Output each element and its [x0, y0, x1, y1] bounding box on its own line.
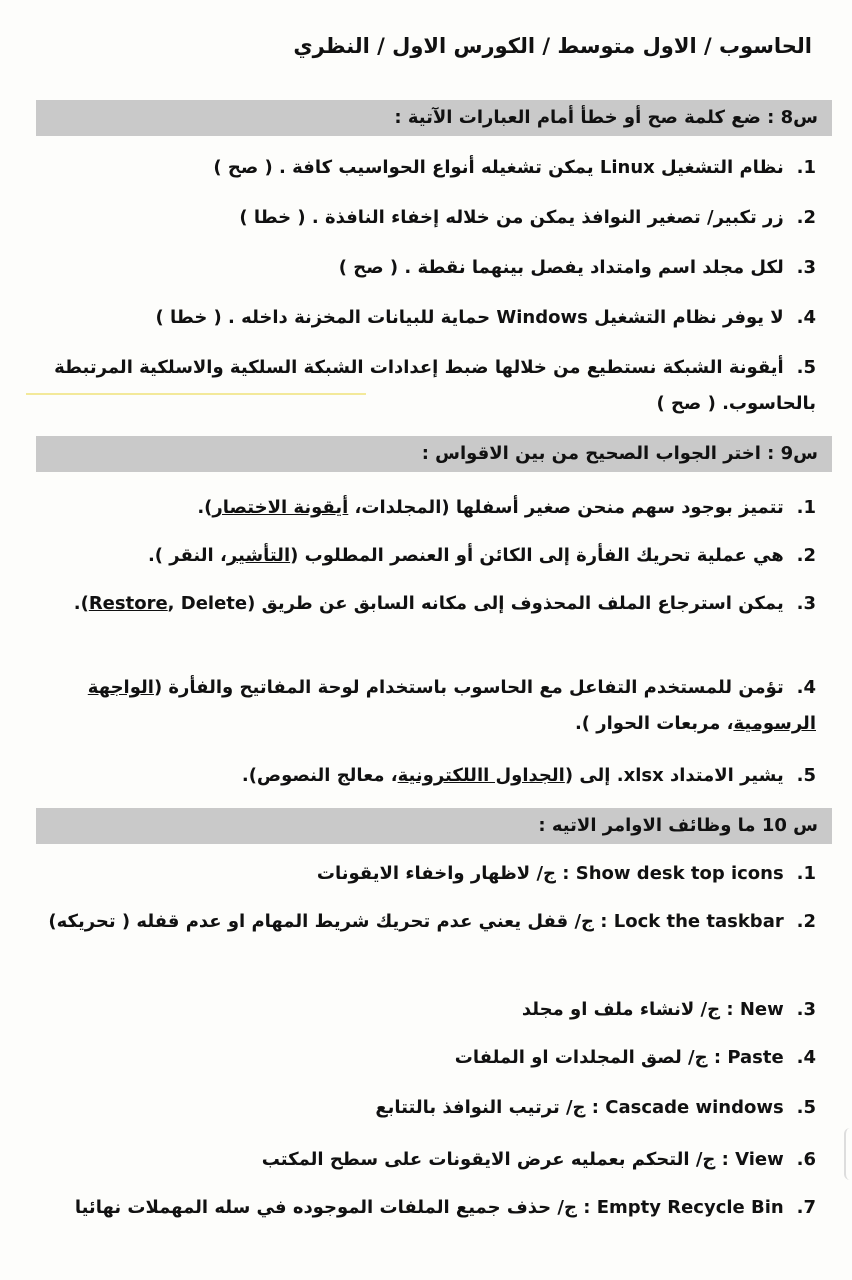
q8-item-1 — [40, 148, 816, 188]
q10-item-4 — [40, 1038, 816, 1078]
q10-item-2 — [40, 904, 816, 940]
item-text-end: , Delete). — [73, 593, 248, 614]
item-answer: الجداول االلكترونية — [397, 765, 565, 786]
item-text: Paste : ج/ لصق المجلدات او الملفات — [454, 1047, 784, 1068]
q10-item-5 — [40, 1088, 816, 1128]
q8-item-3 — [40, 248, 816, 288]
item-number: 3. — [796, 999, 816, 1020]
q10-item-6 — [40, 1140, 816, 1180]
item-text-end: ، معالج النصوص). — [241, 765, 398, 786]
q8-title-bar: س8 : ضع كلمة صح أو خطأ أمام العبارات الآتية : — [36, 100, 832, 136]
q9-item-3 — [40, 586, 816, 622]
item-number: 4. — [796, 1047, 816, 1068]
q10-item-7 — [40, 1190, 816, 1226]
q9-item-4 — [40, 670, 816, 742]
item-text: Cascade windows : ج/ ترتيب النوافذ بالتتابع — [375, 1097, 784, 1118]
highlight-stroke — [26, 393, 366, 395]
item-number: 1. — [796, 497, 816, 518]
item-text: أيقونة الشبكة نستطيع من خلالها ضبط إعدادات الشبكة السلكية والاسلكية المرتبطة بالحاسوب. ( صح ) — [54, 357, 816, 414]
item-number: 3. — [796, 593, 816, 614]
item-text-end: ). — [197, 497, 213, 518]
item-text: Show desk top icons : ج/ لاظهار واخفاء الايقونات — [316, 863, 784, 884]
item-number: 5. — [796, 1097, 816, 1118]
item-number: 2. — [796, 207, 816, 228]
q9-item-2 — [40, 536, 816, 576]
item-text-end: ، النقر ). — [147, 545, 227, 566]
item-number: 7. — [796, 1197, 816, 1218]
item-text: لا يوفر نظام التشغيل Windows حماية للبيانات المخزنة داخله . ( خطا ) — [155, 307, 784, 328]
item-answer: الواجهة الرسومية — [87, 677, 816, 734]
item-number: 1. — [796, 157, 816, 178]
item-answer: Restore — [88, 593, 168, 614]
q10-item-3 — [40, 990, 816, 1030]
item-text: تؤمن للمستخدم التفاعل مع الحاسوب باستخدام لوحة المفاتيح والفأرة ( — [153, 677, 784, 698]
item-number: 4. — [796, 307, 816, 328]
item-text: View : ج/ التحكم بعمليه عرض الايقونات على سطح المكتب — [261, 1149, 784, 1170]
item-text: لكل مجلد اسم وامتداد يفصل بينهما نقطة . ( صح ) — [338, 257, 784, 278]
item-text: يمكن استرجاع الملف المحذوف إلى مكانه السابق عن طريق ( — [247, 593, 784, 614]
item-text: نظام التشغيل Linux يمكن تشغيله أنواع الحواسيب كافة . ( صح ) — [213, 157, 784, 178]
item-number: 1. — [796, 863, 816, 884]
q8-item-2 — [40, 198, 816, 238]
item-text: تتميز بوجود سهم منحن صغير أسفلها (المجلدات، — [348, 497, 784, 518]
q9-title-bar: س9 : اختر الجواب الصحيح من بين الاقواس : — [36, 436, 832, 472]
item-number: 6. — [796, 1149, 816, 1170]
item-number: 5. — [796, 357, 816, 378]
item-number: 5. — [796, 765, 816, 786]
page-header: الحاسوب / الاول متوسط / الكورس الاول / النظري — [293, 34, 812, 58]
item-text: New : ج/ لانشاء ملف او مجلد — [521, 999, 784, 1020]
q8-item-5 — [40, 350, 816, 422]
q9-item-5 — [40, 756, 816, 796]
item-number: 2. — [796, 911, 816, 932]
q9-item-1 — [40, 488, 816, 528]
item-text: يشير الامتداد xlsx. إلى ( — [564, 765, 784, 786]
item-text: Lock the taskbar : ج/ قفل يعني عدم تحريك شريط المهام او عدم قفله ( تحريكه) — [48, 911, 784, 932]
item-text-end: ، مربعات الحوار ). — [574, 713, 734, 734]
item-number: 3. — [796, 257, 816, 278]
q8-item-4 — [40, 298, 816, 338]
item-text: هي عملية تحريك الفأرة إلى الكائن أو العنصر المطلوب ( — [290, 545, 784, 566]
q10-title-bar: س 10 ما وظائف الاوامر الاتيه : — [36, 808, 832, 844]
item-text: زر تكبير/ تصغير النوافذ يمكن من خلاله إخفاء النافذة . ( خطا ) — [239, 207, 784, 228]
item-number: 4. — [796, 677, 816, 698]
item-text: Empty Recycle Bin : ج/ حذف جميع الملفات الموجوده في سله المهملات نهائيا — [74, 1197, 784, 1218]
item-answer: أيقونة الاختصار — [212, 497, 349, 518]
item-answer: التأشير — [226, 545, 291, 566]
page-edge-mark — [844, 1128, 852, 1180]
item-number: 2. — [796, 545, 816, 566]
q10-item-1 — [40, 854, 816, 894]
